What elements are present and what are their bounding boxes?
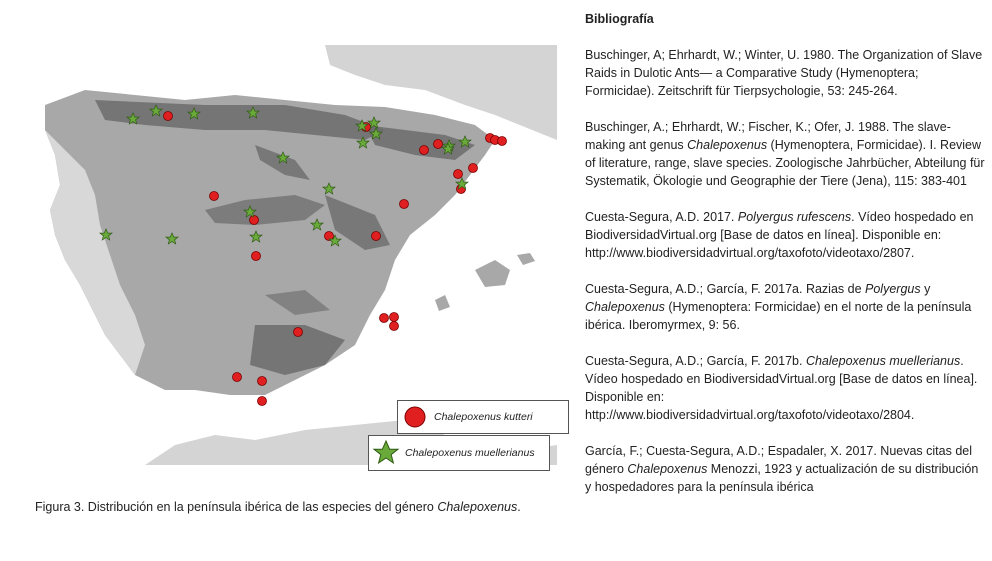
reference-text: Cuesta-Segura, A.D. 2017.: [585, 210, 738, 224]
kutteri-point: [380, 314, 389, 323]
bibliography-section: [585, 10, 985, 514]
reference: [585, 352, 985, 424]
legend-kutteri: [397, 400, 569, 434]
reference-text: García, F.; Cuesta-Segura, A.D.; Espadaler, X. 2017. Nuevas citas del género: [585, 444, 973, 476]
caption-text: Figura 3. Distribución en la península ibérica de las especies del género: [35, 500, 438, 514]
reference-text: Cuesta-Segura, A.D.; García, F. 2017a. Razias de: [585, 282, 866, 296]
caption-end: .: [517, 500, 521, 514]
reference-taxon: Polyergus: [865, 282, 921, 296]
reference-text: y: [920, 282, 931, 296]
reference-text: (Hymenoptera, Formicidae). I. Review of literature, range, slave species. Zoologische Jahrbücher, Abteilung für Systematik, Ökologie und Geographie der Tiere (Jena), 115: 383-401: [585, 138, 985, 188]
kutteri-point: [233, 373, 242, 382]
reference-taxon: Chalepoxenus: [627, 462, 708, 476]
reference-taxon: Polyergus rufescens: [737, 210, 852, 224]
kutteri-point: [210, 192, 219, 201]
kutteri-point: [469, 164, 478, 173]
kutteri-point: [294, 328, 303, 337]
kutteri-point: [454, 170, 463, 179]
reference: [585, 118, 985, 190]
reference: [585, 46, 985, 100]
kutteri-point: [390, 313, 399, 322]
kutteri-point: [252, 252, 261, 261]
reference-text: Buschinger, A.; Ehrhardt, W.; Fischer, K.; Ofer, J. 1988. The slave-making ant genus: [585, 120, 951, 152]
bibliography-title: Bibliografía: [585, 12, 654, 26]
legend-muellerianus-label: Chalepoxenus muellerianus: [405, 447, 535, 459]
kutteri-point: [400, 200, 409, 209]
kutteri-point: [498, 137, 507, 146]
reference: [585, 208, 985, 262]
reference-taxon: Chalepoxenus: [687, 138, 768, 152]
kutteri-point: [420, 146, 429, 155]
reference: [585, 280, 985, 334]
kutteri-point: [258, 397, 267, 406]
reference-text: Menozzi, 1923 y actualización de su distribución y hospedadores para la península ibérica: [585, 462, 979, 494]
green-star-icon: [369, 439, 403, 467]
red-circle-icon: [398, 405, 432, 429]
caption-genus: Chalepoxenus: [437, 500, 518, 514]
legend-kutteri-label: Chalepoxenus kutteri: [434, 411, 533, 423]
reference-taxon: Chalepoxenus muellerianus: [805, 354, 961, 368]
reference-text: . Vídeo hospedado en BiodiversidadVirtual.org [Base de datos en línea]. Disponible en: http://www.biodiversidadvirtual.org/taxofoto/videotaxo/2804.: [585, 354, 978, 422]
kutteri-point: [258, 377, 267, 386]
legend-muellerianus: [368, 435, 550, 471]
reference: [585, 442, 985, 496]
reference-text: . Vídeo hospedado en BiodiversidadVirtual.org [Base de datos en línea]. Disponible en: http://www.biodiversidadvirtual.org/taxofoto/videotaxo/2807.: [585, 210, 974, 260]
reference-text: (Hymenoptera: Formicidae) en el norte de la península ibérica. Iberomyrmex, 9: 56.: [585, 300, 972, 332]
reference-text: Cuesta-Segura, A.D.; García, F. 2017b.: [585, 354, 806, 368]
distribution-map: [25, 45, 557, 465]
kutteri-point: [434, 140, 443, 149]
reference-text: Buschinger, A; Ehrhardt, W.; Winter, U. 1980. The Organization of Slave Raids in Dulotic Ants— a Comparative Study (Hymenoptera; Formicidae). Zeitschrift für Tierpsychologie, 53: 245-264.: [585, 48, 983, 98]
kutteri-point: [372, 232, 381, 241]
kutteri-point: [390, 322, 399, 331]
figure-caption: [35, 500, 575, 514]
kutteri-point: [164, 112, 173, 121]
reference-taxon: Chalepoxenus: [585, 300, 665, 314]
